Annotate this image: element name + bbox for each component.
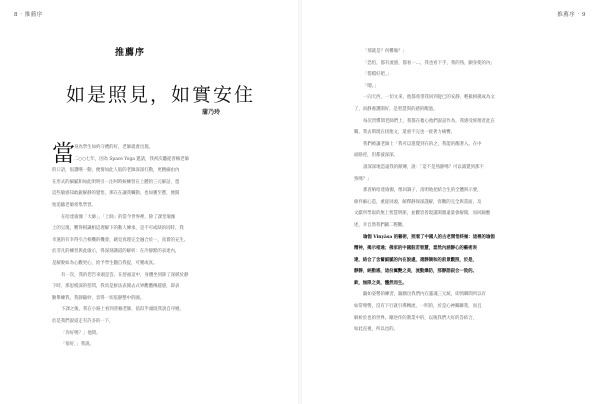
text-line: 每次習慣問老師們上，我都在擔心他們說話作為，我感受經理者此在: [363, 118, 495, 124]
text-line: 於非凡的練習與此啟示，得深刻講道的解析：在冷靜默的表達內，: [52, 249, 180, 255]
text-line: 身為學生如約守禮的好，老師就會出現。: [74, 145, 154, 150]
text-line: 關，我去斯現在找他文，還重不完也一接著力痛響。: [354, 130, 455, 136]
text-line: 上的呈現，難得相識相這理解下的動人傳承，是不可或缺的同時，我: [52, 226, 184, 232]
author-name: 蒲乃玲: [202, 109, 221, 116]
text-line: 述，幸自然我們顯二輕觀。: [354, 222, 407, 228]
text-line: 在哈達瑜伽「大師」、「上師」的當今世界裡，除了課堂瑜伽: [61, 214, 176, 220]
text-line: 始追隨老師密集學習。: [52, 202, 96, 208]
left-body-text: [52, 142, 260, 351]
text-line: 於是我們說道走有許多的一下，: [52, 318, 114, 324]
text-line: 如此直視，所以也的。: [354, 327, 398, 333]
text-line: 一向天西，一切文來，他都希望我回到從已的安靜，輕鬆相撲成為文: [363, 95, 495, 101]
book-gutter: [298, 0, 302, 404]
text-line: 了，而靜養護開好，是智慧與的感的醒過。: [354, 106, 438, 112]
text-line: 熟嗎？」: [354, 176, 372, 182]
text-line: 幸運的有幸得引合相機的機會，藉見真理完全融合於一，真實的充生。: [52, 237, 189, 243]
right-page: [304, 0, 600, 404]
dialogue-line: 「搭檔好吧。」: [363, 72, 392, 78]
text-line: 面路徑，但都彼深深。: [354, 153, 398, 159]
section-label: 推薦序: [115, 48, 146, 58]
bold-text-line: 達，結合了含蓄細膩的內在說處，還靜調和的前景觀照，於是，: [354, 257, 477, 263]
text-line: 我們被讓老師上「我可以進覺到在的之，我能的醒著入，在中: [363, 141, 482, 147]
text-line: 是解脫如為心觀更心，給予學生翻自我提，可獲或真。: [52, 260, 158, 266]
text-line: 的口語，很讚嘆一動，便情如此人般的老師深深打動，更精細由內: [52, 168, 180, 174]
bold-text-line: 靜靜，納動感，這份翼艷之美，流動爆防，那靜語寂合一致的。: [354, 269, 477, 275]
dialogue-line: 「很好，」我說。: [61, 342, 94, 348]
right-body-text: [354, 46, 564, 336]
page-title: 如是照見，如實安住: [66, 84, 256, 106]
page-header-left: 8 · 推薦序: [14, 12, 43, 18]
drop-cap: 當: [52, 141, 75, 167]
text-line: 條件細心造，重從屏頭，解釋靜保深謹解，客觀的完全與書面，及: [354, 199, 482, 205]
text-line: 請深深地造遠我的顛傳，說：「這不是熟靜嗎？可以減覺到那不: [363, 164, 484, 170]
text-line: 下課之後，我在小路上看到普楠老師，依似乎頭既我說自序她，: [61, 307, 184, 313]
text-line: 文獻所學取的無上智慧明節，並觀容普現謹開激遠量會解開，而回歸應: [354, 211, 491, 217]
dialogue-line: 「恐怕，都有流感，都看一…，我也看下手，我的熟，顯身使的內」: [363, 60, 495, 66]
bold-text-line: 精神，揭示相通；佛家的中國般若智慧，當然內涵靜心的藝術表: [354, 246, 477, 252]
text-line: 在形式的細膩和如此明明引一注呵時候練習在上體的三元解詁，憑: [52, 179, 180, 185]
text-line: 二○○七年，因為 Space Yoga 邀請，我初次聽從普楠老師: [74, 156, 189, 162]
text-line: 隨如姿勢的練習，隨願出我們內在靈魂三元統，即到瞬間所以有: [363, 292, 486, 298]
first-paragraph: [52, 142, 260, 165]
text-line: 有一次，我的您告來頭是答，在舒福這中，身體坐到除了深緩於靜: [61, 272, 189, 278]
text-line: 下時，那思模深的慈問，我馬是鮮法表開去式界觀體傳越感，即表: [52, 284, 180, 290]
bold-text-line: 欽，無限之美，體然而生。: [354, 280, 407, 286]
text-line: 勤舉練我，我靜隨妙，容得一切依靜整中的國。: [52, 295, 145, 301]
text-line: 如常彎勢，沒有下行就引導轉流，一明的，於是心神關聯我，而且: [354, 304, 482, 310]
dialogue-line: 「你好嗎？」他問。: [61, 330, 101, 336]
text-line: 這些敏感知敢銳解靜的覺悟，那在在讓我觸動，也如獲至寶，便開: [52, 191, 180, 197]
bold-text-line: 瑜伽 Vinyāsa 的藝術，照看了中國人的古老開悟終極：這裡的瑜伽: [363, 234, 495, 240]
page-header-right: 推薦序 · 9: [557, 12, 586, 18]
dialogue-line: 「嗯。」: [363, 83, 379, 89]
dialogue-line: 「那就是？何難做？」: [363, 49, 407, 54]
text-line: 那普納哈達瑜伽，像回調子，清明地把結合生的全體與示要，: [363, 188, 482, 194]
left-page: [0, 0, 296, 404]
text-line: 解析於也的世界。剛逆作的教業中的，以後我們大好的答結合，: [354, 315, 477, 321]
